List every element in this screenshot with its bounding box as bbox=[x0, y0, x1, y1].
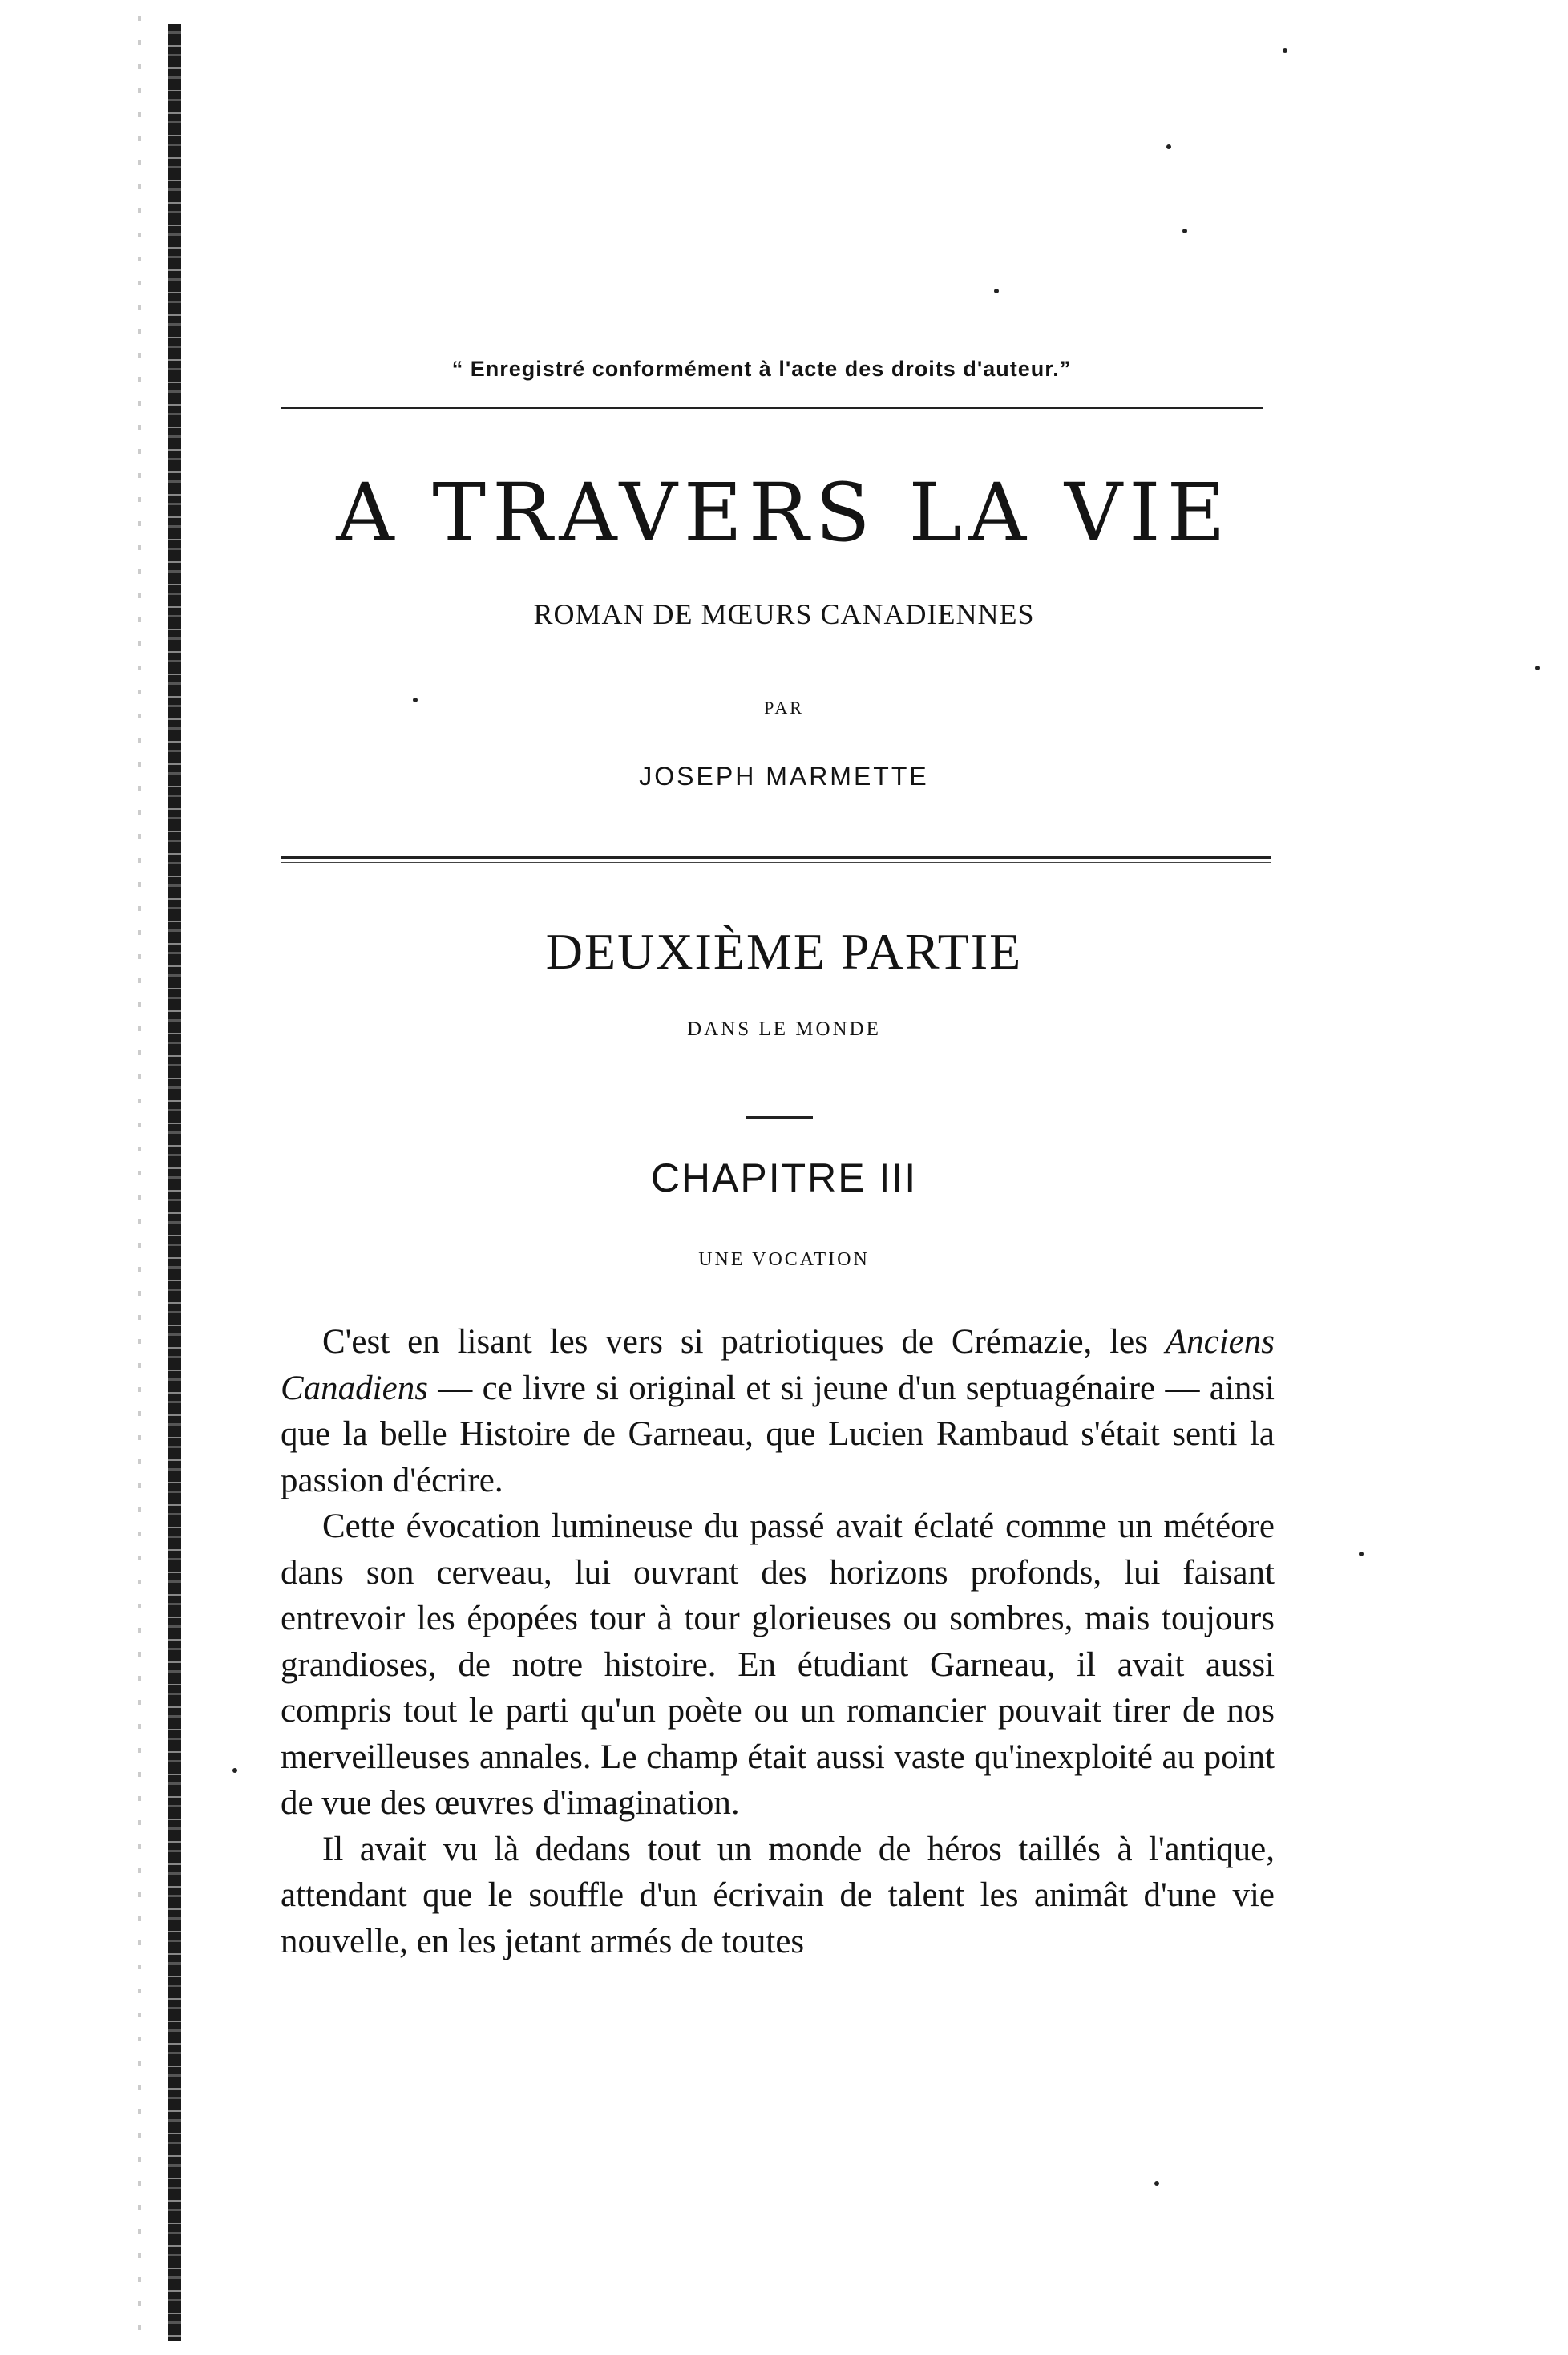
scan-speck bbox=[1535, 666, 1540, 670]
chapter-title: CHAPITRE III bbox=[650, 1155, 918, 1200]
part-subtitle: DANS LE MONDE bbox=[687, 1018, 881, 1040]
paragraph: Cette évocation lumineuse du passé avait éclaté comme un météore dans son cerveau, lui ouvrant des horizons profonds, lui faisant entrevoir les épopées tour à tour glorieuses ou sombres, mais toujours grandioses, de notre histoire. En étudiant Garneau, il avait aussi compris tout le parti qu'un poète ou un romancier pouvait tirer de nos merveilleuses annales. Le champ était aussi vaste qu'inexploité au point de vue des œuvres d'imagination. bbox=[281, 1507, 1275, 1822]
copyright-notice: “ Enregistré conformément à l'acte des droits d'auteur.” bbox=[451, 357, 1072, 381]
scan-speck bbox=[1283, 48, 1287, 53]
part-title: DEUXIÈME PARTIE bbox=[545, 923, 1023, 980]
section-rule bbox=[281, 856, 1271, 863]
binding-shadow bbox=[138, 16, 141, 2341]
scan-speck bbox=[1166, 144, 1171, 149]
book-reference: Anciens Canadiens bbox=[281, 1323, 1275, 1407]
paragraph bbox=[281, 1319, 1275, 1503]
paragraph: Il avait vu là dedans tout un monde de héros taillés à l'antique, attendant que le souffle d'un écrivain de talent les animât d'une vie nouvelle, en les jetant armés de toutes bbox=[281, 1830, 1275, 1960]
author-name: JOSEPH MARMETTE bbox=[639, 762, 929, 791]
paragraph-text: — ce livre si original et si jeune d'un septuagénaire — ainsi que la belle Histoire de Garneau, que Lucien Rambaud s'était senti la passion d'écrire. bbox=[281, 1369, 1275, 1499]
chapter-divider bbox=[746, 1116, 813, 1119]
paragraph-text: C'est en lisant les vers si patriotiques de Crémazie, les bbox=[322, 1323, 1166, 1361]
scan-speck bbox=[232, 1768, 237, 1773]
scan-speck bbox=[1154, 2181, 1159, 2186]
book-title: A TRAVERS LA VIE bbox=[336, 466, 1232, 560]
scan-speck bbox=[994, 289, 999, 293]
scan-speck bbox=[1359, 1552, 1364, 1556]
chapter-subtitle: UNE VOCATION bbox=[698, 1249, 870, 1270]
header-rule bbox=[281, 407, 1263, 409]
book-binding-edge bbox=[168, 24, 181, 2341]
by-label: PAR bbox=[764, 698, 804, 718]
chapter-body bbox=[281, 1319, 1275, 1965]
book-subtitle: ROMAN DE MŒURS CANADIENNES bbox=[533, 598, 1035, 630]
scan-speck bbox=[1182, 229, 1187, 233]
